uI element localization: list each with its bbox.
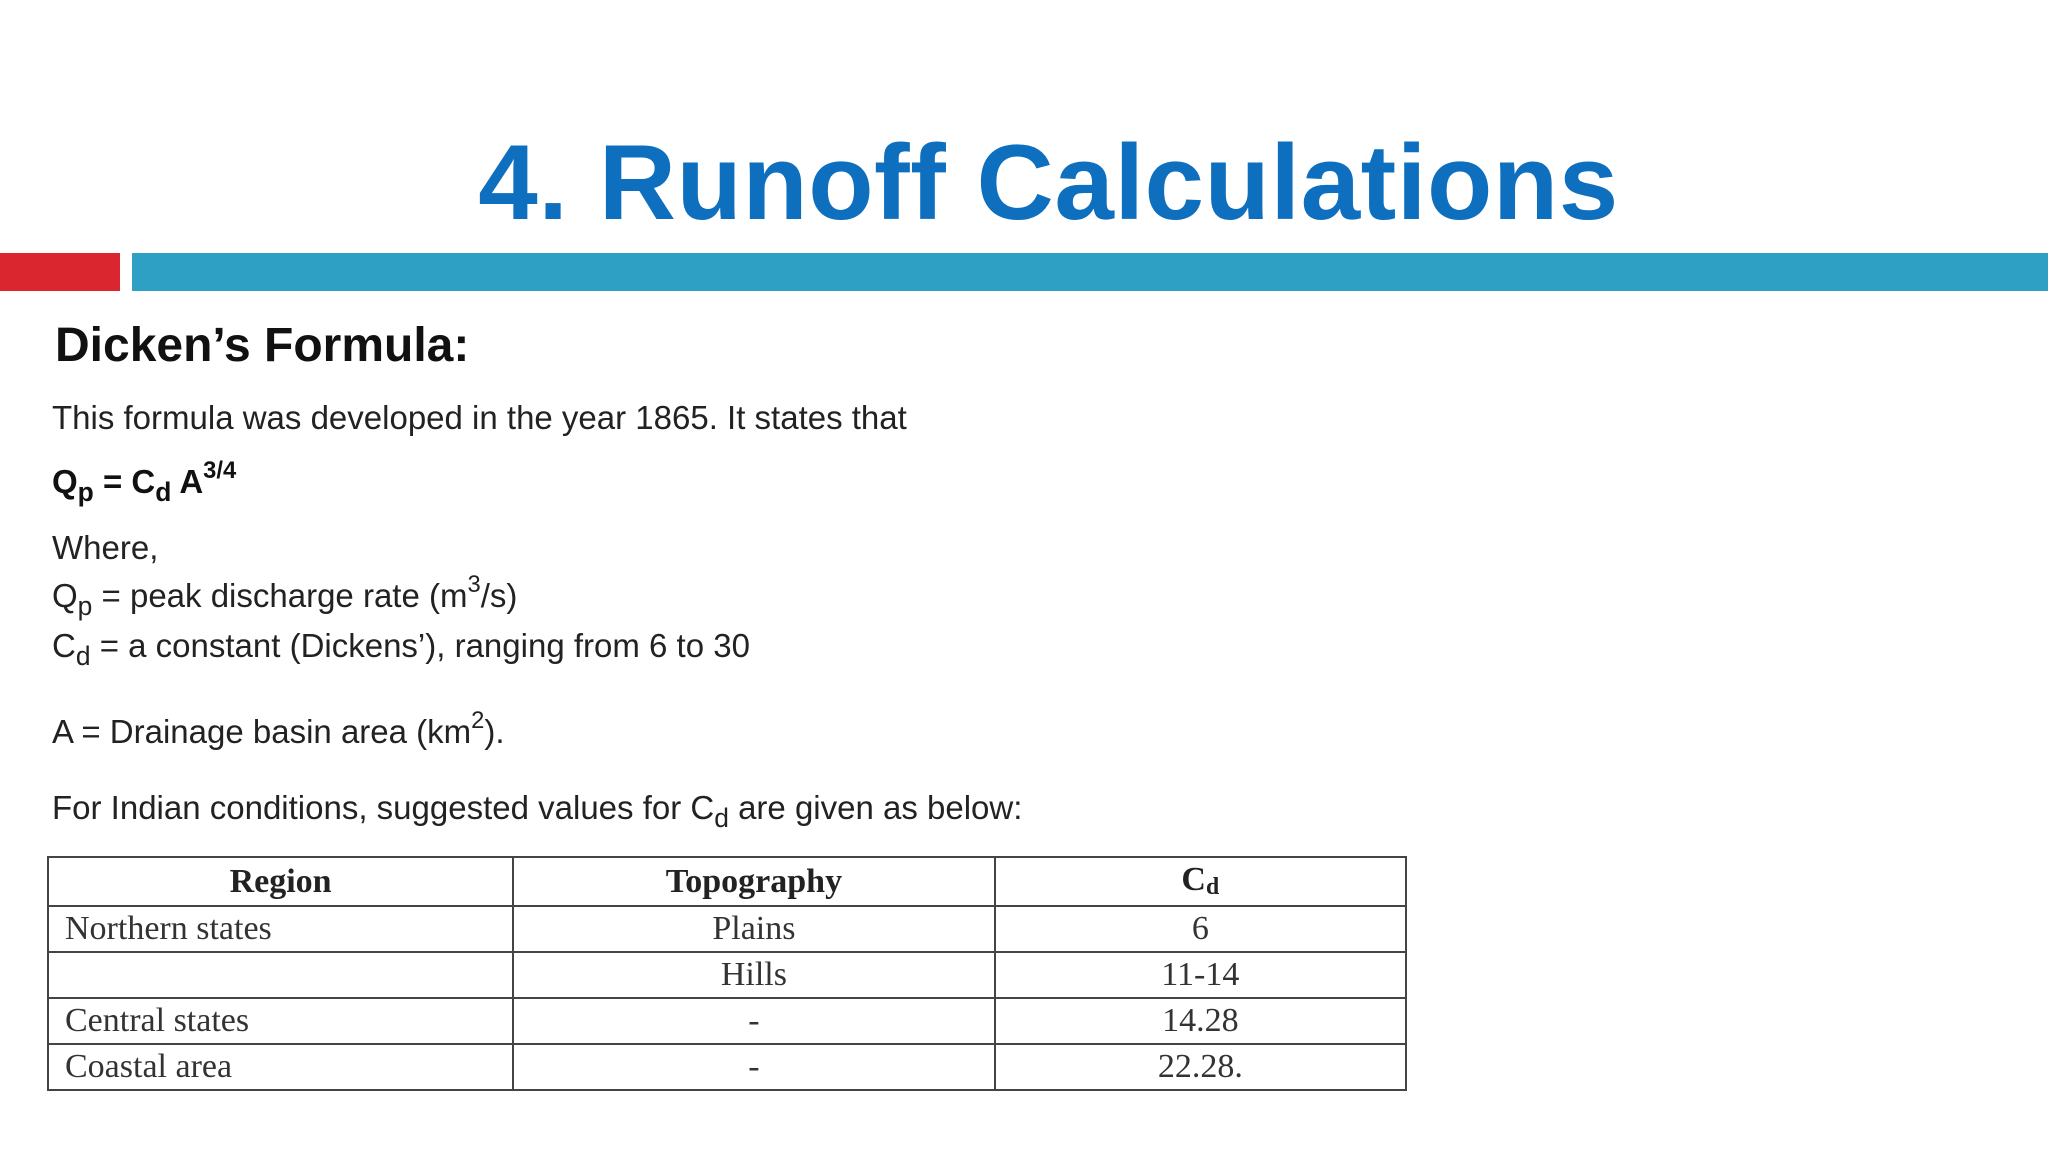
table-row <box>48 1044 1406 1090</box>
dickens-formula <box>52 457 237 508</box>
formula-q-sub: p <box>77 477 94 508</box>
indian-sub: d <box>714 803 729 834</box>
cell-cd: 6 <box>995 906 1406 952</box>
accent-bar-blue <box>132 253 2048 291</box>
definition-qp <box>52 571 518 622</box>
def-q-text: = peak discharge rate (m <box>92 577 468 614</box>
cell-region: Central states <box>48 998 513 1044</box>
table-row <box>48 998 1406 1044</box>
cell-topography: - <box>513 998 995 1044</box>
indian-text: For Indian conditions, suggested values for C <box>52 789 715 826</box>
def-q-tail: /s) <box>480 577 518 614</box>
cell-cd: 11-14 <box>995 952 1406 998</box>
formula-c-sub: d <box>155 477 172 508</box>
cd-values-table <box>47 856 1407 1091</box>
formula-eq-c: = C <box>93 463 156 500</box>
cell-region <box>48 952 513 998</box>
accent-bar-red <box>0 253 120 291</box>
header-region: Region <box>48 857 513 906</box>
section-heading: Dicken’s Formula: <box>55 319 470 372</box>
cell-topography: Hills <box>513 952 995 998</box>
def-a-text: A = Drainage basin area (km <box>52 713 472 750</box>
def-q-symbol: Q <box>52 577 78 614</box>
definition-cd <box>52 624 750 670</box>
cell-region: Coastal area <box>48 1044 513 1090</box>
def-a-sup: 2 <box>471 707 485 735</box>
cell-topography: - <box>513 1044 995 1090</box>
table-row <box>48 906 1406 952</box>
slide-title: 4. Runoff Calculations <box>478 122 1619 242</box>
indian-tail: are given as below: <box>728 789 1023 826</box>
header-cd-sub: d <box>1205 874 1220 901</box>
where-label: Where, <box>52 529 159 566</box>
indian-conditions-text <box>52 786 1022 832</box>
header-cd-main: C <box>1181 861 1206 898</box>
formula-a: A <box>171 463 204 500</box>
def-q-sub: p <box>77 591 93 622</box>
def-c-text: = a constant (Dickens’), ranging from 6 to 30 <box>90 627 750 664</box>
def-a-tail: ). <box>484 713 505 750</box>
header-cd <box>995 857 1406 906</box>
cell-region: Northern states <box>48 906 513 952</box>
table-row <box>48 952 1406 998</box>
intro-text: This formula was developed in the year 1865. It states that <box>52 399 907 436</box>
def-c-sub: d <box>75 641 91 672</box>
cell-cd: 14.28 <box>995 998 1406 1044</box>
header-topography: Topography <box>513 857 995 906</box>
formula-exponent: 3/4 <box>203 457 237 485</box>
cell-cd: 22.28. <box>995 1044 1406 1090</box>
formula-q: Q <box>52 463 78 500</box>
def-c-symbol: C <box>52 627 76 664</box>
cell-topography: Plains <box>513 906 995 952</box>
definition-a <box>52 707 505 758</box>
def-q-sup: 3 <box>467 571 481 599</box>
table-header-row <box>48 857 1406 906</box>
